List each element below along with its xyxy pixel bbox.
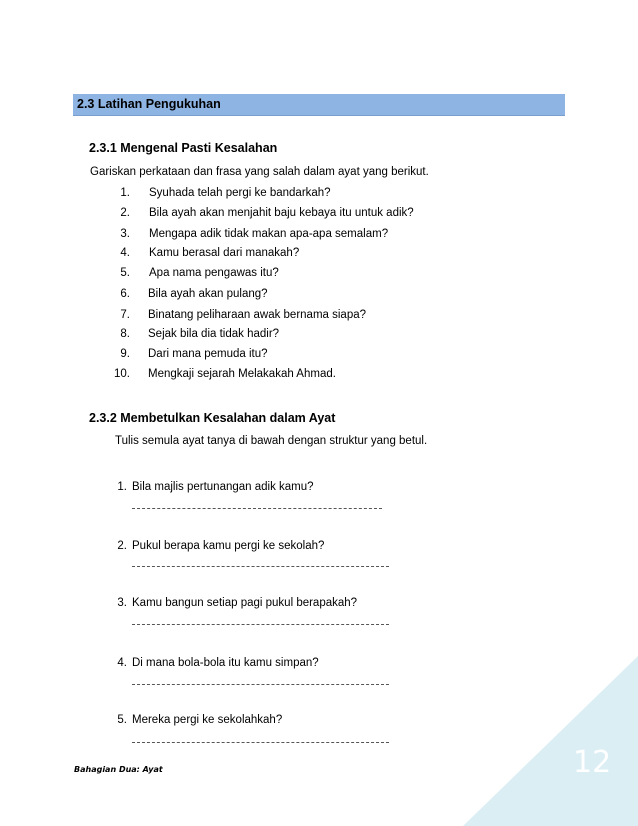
section-header-bar — [73, 94, 565, 116]
answer-line — [132, 624, 389, 625]
section-title: 2.3 Latihan Pengukuhan — [77, 97, 221, 111]
item-text: Binatang peliharaan awak bernama siapa? — [148, 309, 367, 321]
item-text: Mengkaji sejarah Melakakah Ahmad. — [148, 368, 336, 380]
item-number: 3. — [117, 597, 127, 609]
item-text: Kamu bangun setiap pagi pukul berapakah? — [132, 597, 358, 609]
item-text: Dari mana pemuda itu? — [148, 348, 268, 360]
item-text: Bila ayah akan pulang? — [148, 288, 268, 300]
item-number: 9. — [120, 348, 130, 360]
answer-line — [132, 508, 382, 509]
part1-instruction: Gariskan perkataan dan frasa yang salah dalam ayat yang berikut. — [90, 166, 429, 178]
item-text: Mereka pergi ke sekolahkah? — [132, 714, 283, 726]
item-number: 2. — [117, 540, 127, 552]
item-number: 3. — [120, 228, 130, 240]
item-number: 5. — [117, 714, 127, 726]
item-number: 1. — [120, 187, 130, 199]
item-number: 8. — [120, 328, 130, 340]
part2-title: 2.3.2 Membetulkan Kesalahan dalam Ayat — [89, 411, 336, 425]
answer-line — [132, 566, 389, 567]
answer-line — [132, 742, 389, 743]
item-text: Pukul berapa kamu pergi ke sekolah? — [132, 540, 325, 552]
footer-label: Bahagian Dua: Ayat — [74, 765, 163, 774]
page-number: 12 — [573, 745, 612, 780]
answer-line — [132, 684, 389, 685]
item-text: Syuhada telah pergi ke bandarkah? — [149, 187, 331, 199]
item-text: Di mana bola-bola itu kamu simpan? — [132, 657, 319, 669]
item-text: Bila ayah akan menjahit baju kebaya itu untuk adik? — [149, 207, 414, 219]
item-number: 2. — [120, 207, 130, 219]
item-number: 4. — [117, 657, 127, 669]
item-number: 10. — [114, 368, 130, 380]
item-text: Sejak bila dia tidak hadir? — [148, 328, 280, 340]
item-number: 1. — [117, 481, 127, 493]
item-number: 4. — [120, 247, 130, 259]
item-text: Kamu berasal dari manakah? — [149, 247, 300, 259]
item-text: Mengapa adik tidak makan apa-apa semalam? — [149, 228, 389, 240]
part2-instruction: Tulis semula ayat tanya di bawah dengan struktur yang betul. — [115, 435, 428, 447]
page-corner-decoration — [463, 656, 638, 826]
item-text: Bila majlis pertunangan adik kamu? — [132, 481, 314, 493]
item-number: 5. — [120, 267, 130, 279]
item-number: 7. — [120, 309, 130, 321]
item-text: Apa nama pengawas itu? — [149, 267, 279, 279]
item-number: 6. — [120, 288, 130, 300]
part1-title: 2.3.1 Mengenal Pasti Kesalahan — [89, 141, 278, 155]
